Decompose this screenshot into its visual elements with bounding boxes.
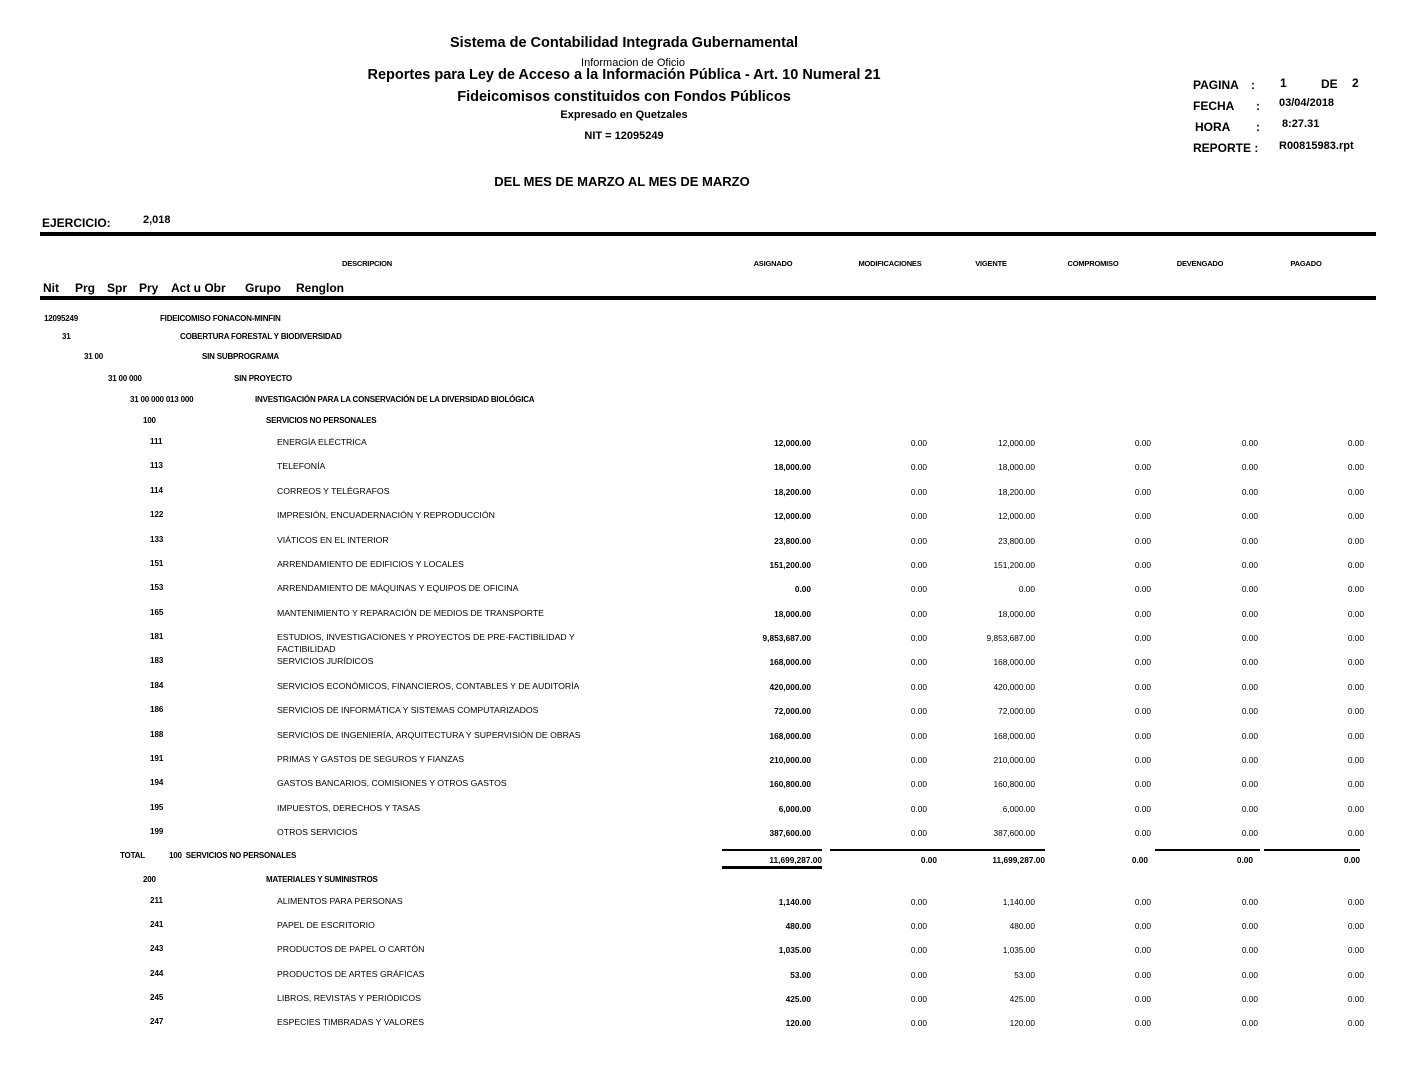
group-desc: MATERIALES Y SUMINISTROS <box>266 875 378 884</box>
ejercicio-value: 2,018 <box>143 214 171 226</box>
total-asignado-value: 11,699,287.00 <box>769 855 822 865</box>
ejercicio-label: EJERCICIO: <box>42 216 111 230</box>
modificaciones-value: 0.00 <box>910 754 927 765</box>
renglon-code: 245 <box>150 992 164 1002</box>
total-modificaciones-value: 0.00 <box>920 855 937 865</box>
renglon-code: 194 <box>150 778 164 788</box>
pagado-value: 0.00 <box>1347 657 1364 668</box>
col-modificaciones: MODIFICACIONES <box>858 259 922 268</box>
compromiso-value: 0.00 <box>1134 681 1151 692</box>
program-code: 31 <box>62 332 71 341</box>
vigente-value: 1,140.00 <box>1002 897 1035 907</box>
asignado-value: 168,000.00 <box>769 657 811 668</box>
vigente-value: 12,000.00 <box>998 511 1035 522</box>
pagado-value: 0.00 <box>1347 730 1364 741</box>
hora-label: HORA <box>1195 120 1231 134</box>
system-title: Sistema de Contabilidad Integrada Gubernamental <box>449 35 799 51</box>
vigente-value: 151,200.00 <box>993 559 1035 570</box>
renglon-desc: GASTOS BANCARIOS, COMISIONES Y OTROS GASTOS <box>277 778 507 789</box>
pagado-value: 0.00 <box>1347 803 1364 814</box>
pagina-value: 1 <box>1280 76 1287 90</box>
asignado-value: 387,600.00 <box>769 828 811 838</box>
renglon-desc: TELEFONÍA <box>277 461 326 472</box>
subprogram-code: 31 00 <box>84 352 104 361</box>
asignado-value: 168,000.00 <box>769 730 811 741</box>
renglon-desc: ESPECIES TIMBRADAS Y VALORES <box>277 1017 425 1027</box>
report-subtitle: Fideicomisos constituidos con Fondos Públicos <box>457 89 791 105</box>
vigente-value: 420,000.00 <box>993 681 1035 692</box>
pagado-value: 0.00 <box>1347 779 1364 790</box>
renglon-desc: ARRENDAMIENTO DE EDIFICIOS Y LOCALES <box>277 558 464 569</box>
vigente-value: 18,200.00 <box>998 486 1035 497</box>
renglon-code: 186 <box>150 705 164 715</box>
modificaciones-value: 0.00 <box>910 993 927 1004</box>
modificaciones-value: 0.00 <box>910 633 927 643</box>
devengado-value: 0.00 <box>1241 706 1258 717</box>
vigente-value: 210,000.00 <box>993 754 1035 765</box>
pagado-value: 0.00 <box>1347 828 1364 838</box>
project-code: 31 00 000 <box>108 374 142 383</box>
asignado-value: 120.00 <box>785 1018 811 1028</box>
vigente-value: 120.00 <box>1009 1018 1035 1028</box>
asignado-value: 210,000.00 <box>769 754 811 765</box>
renglon-code: 195 <box>150 802 164 812</box>
renglon-desc: IMPUESTOS, DERECHOS Y TASAS <box>277 802 421 813</box>
pagado-value: 0.00 <box>1347 559 1364 570</box>
period-label: DEL MES DE MARZO AL MES DE MARZO <box>494 174 750 189</box>
col-key-spr: Spr <box>107 281 128 295</box>
pagado-value: 0.00 <box>1347 462 1364 473</box>
modificaciones-value: 0.00 <box>910 969 927 980</box>
modificaciones-value: 0.00 <box>910 462 927 473</box>
pagado-value: 0.00 <box>1347 535 1364 546</box>
pagado-value: 0.00 <box>1347 608 1364 619</box>
hora-separator: : <box>1256 120 1260 134</box>
program-desc: COBERTURA FORESTAL Y BIODIVERSIDAD <box>180 332 342 341</box>
total-rule <box>830 849 1045 851</box>
col-key-grupo: Grupo <box>245 281 281 295</box>
modificaciones-value: 0.00 <box>910 681 927 692</box>
devengado-value: 0.00 <box>1241 584 1258 595</box>
renglon-desc: SERVICIOS DE INGENIERÍA, ARQUITECTURA Y SUPERVISIÓN DE OBRAS <box>277 729 581 740</box>
modificaciones-value: 0.00 <box>910 559 927 570</box>
vigente-value: 12,000.00 <box>998 438 1035 448</box>
devengado-value: 0.00 <box>1241 486 1258 497</box>
header-rule-top <box>40 232 1376 236</box>
renglon-code: 241 <box>150 920 164 930</box>
activity-desc: INVESTIGACIÓN PARA LA CONSERVACIÓN DE LA DIVERSIDAD BIOLÓGICA <box>255 395 535 404</box>
asignado-value: 9,853,687.00 <box>762 633 811 643</box>
renglon-desc: VIÁTICOS EN EL INTERIOR <box>277 534 389 545</box>
asignado-value: 425.00 <box>785 993 811 1004</box>
devengado-value: 0.00 <box>1241 462 1258 473</box>
pagado-value: 0.00 <box>1347 438 1364 448</box>
asignado-value: 420,000.00 <box>769 681 811 692</box>
compromiso-value: 0.00 <box>1134 559 1151 570</box>
pagado-value: 0.00 <box>1347 921 1364 932</box>
renglon-desc: ESTUDIOS, INVESTIGACIONES Y PROYECTOS DE PRE-FACTIBILIDAD Y FACTIBILIDAD <box>277 632 575 654</box>
group-code: 100 <box>143 416 156 425</box>
modificaciones-value: 0.00 <box>910 657 927 668</box>
vigente-value: 425.00 <box>1009 993 1035 1004</box>
modificaciones-value: 0.00 <box>910 945 927 956</box>
renglon-code: 244 <box>150 968 164 978</box>
compromiso-value: 0.00 <box>1134 657 1151 668</box>
subprogram-desc: SIN SUBPROGRAMA <box>202 352 280 361</box>
compromiso-value: 0.00 <box>1134 511 1151 522</box>
renglon-code: 151 <box>150 558 164 568</box>
vigente-value: 168,000.00 <box>993 657 1035 668</box>
project-desc: SIN PROYECTO <box>234 374 292 383</box>
renglon-desc: SERVICIOS DE INFORMÁTICA Y SISTEMAS COMPUTARIZADOS <box>277 705 539 716</box>
entity-code: 12095249 <box>44 314 78 323</box>
vigente-value: 1,035.00 <box>1002 945 1035 956</box>
devengado-value: 0.00 <box>1241 681 1258 692</box>
report-subtitle-small: Informacion de Oficio <box>581 57 685 69</box>
pagado-value: 0.00 <box>1347 945 1364 956</box>
compromiso-value: 0.00 <box>1134 462 1151 473</box>
compromiso-value: 0.00 <box>1134 897 1151 907</box>
asignado-value: 12,000.00 <box>774 511 811 522</box>
renglon-code: 122 <box>150 510 164 520</box>
asignado-value: 480.00 <box>785 921 811 932</box>
compromiso-value: 0.00 <box>1134 754 1151 765</box>
devengado-value: 0.00 <box>1241 828 1258 838</box>
devengado-value: 0.00 <box>1241 633 1258 643</box>
compromiso-value: 0.00 <box>1134 1018 1151 1028</box>
renglon-desc: SERVICIOS ECONÓMICOS, FINANCIEROS, CONTABLES Y DE AUDITORÍA <box>277 680 580 691</box>
currency-note: Expresado en Quetzales <box>560 109 688 121</box>
compromiso-value: 0.00 <box>1134 584 1151 595</box>
compromiso-value: 0.00 <box>1134 608 1151 619</box>
pagado-value: 0.00 <box>1347 511 1364 522</box>
renglon-code: 133 <box>150 534 164 544</box>
renglon-code: 113 <box>150 461 163 471</box>
modificaciones-value: 0.00 <box>910 730 927 741</box>
renglon-desc: PRODUCTOS DE ARTES GRÁFICAS <box>277 968 425 979</box>
vigente-value: 387,600.00 <box>993 828 1035 838</box>
pagado-value: 0.00 <box>1347 633 1364 643</box>
devengado-value: 0.00 <box>1241 921 1258 932</box>
devengado-value: 0.00 <box>1241 754 1258 765</box>
asignado-value: 18,200.00 <box>774 486 811 497</box>
pagado-value: 0.00 <box>1347 681 1364 692</box>
compromiso-value: 0.00 <box>1134 803 1151 814</box>
fecha-label: FECHA <box>1193 99 1235 113</box>
modificaciones-value: 0.00 <box>910 535 927 546</box>
activity-code: 31 00 000 013 000 <box>130 395 194 404</box>
vigente-value: 9,853,687.00 <box>986 633 1035 643</box>
renglon-code: 188 <box>150 729 164 739</box>
renglon-desc: ENERGÍA ELÉCTRICA <box>277 437 367 447</box>
compromiso-value: 0.00 <box>1134 633 1151 643</box>
col-key-prg: Prg <box>75 281 96 295</box>
renglon-code: 211 <box>150 896 163 905</box>
modificaciones-value: 0.00 <box>910 706 927 717</box>
renglon-code: 243 <box>150 944 164 954</box>
vigente-value: 18,000.00 <box>998 608 1035 619</box>
col-asignado: ASIGNADO <box>753 259 793 268</box>
renglon-code: 191 <box>150 753 164 763</box>
compromiso-value: 0.00 <box>1134 993 1151 1004</box>
asignado-value: 53.00 <box>790 969 811 980</box>
compromiso-value: 0.00 <box>1134 779 1151 790</box>
modificaciones-value: 0.00 <box>910 828 927 838</box>
col-devengado: DEVENGADO <box>1176 259 1224 268</box>
renglon-desc: PAPEL DE ESCRITORIO <box>277 920 375 931</box>
reporte-value: R00815983.rpt <box>1279 140 1354 152</box>
total-rule <box>722 849 822 851</box>
pagado-value: 0.00 <box>1347 969 1364 980</box>
asignado-value: 151,200.00 <box>769 559 811 570</box>
pagado-value: 0.00 <box>1347 706 1364 717</box>
renglon-desc: ARRENDAMIENTO DE MÁQUINAS Y EQUIPOS DE OFICINA <box>277 583 519 594</box>
vigente-value: 160,800.00 <box>993 779 1035 790</box>
vigente-value: 480.00 <box>1009 921 1035 932</box>
devengado-value: 0.00 <box>1241 779 1258 790</box>
renglon-desc: PRIMAS Y GASTOS DE SEGUROS Y FIANZAS <box>277 753 464 764</box>
asignado-value: 0.00 <box>794 584 811 595</box>
modificaciones-value: 0.00 <box>910 584 927 595</box>
total-devengado-value: 0.00 <box>1236 855 1253 865</box>
compromiso-value: 0.00 <box>1134 828 1151 838</box>
hora-value: 8:27.31 <box>1282 118 1320 130</box>
col-key-nit: Nit <box>43 281 59 295</box>
vigente-value: 23,800.00 <box>998 535 1035 546</box>
total-compromiso-value: 0.00 <box>1131 855 1148 865</box>
pagado-value: 0.00 <box>1347 993 1364 1004</box>
group-desc: SERVICIOS NO PERSONALES <box>266 416 377 425</box>
reporte-label: REPORTE : <box>1193 141 1259 155</box>
asignado-value: 6,000.00 <box>778 803 811 814</box>
devengado-value: 0.00 <box>1241 438 1258 448</box>
devengado-value: 0.00 <box>1241 559 1258 570</box>
report-title: Reportes para Ley de Acceso a la Información Pública - Art. 10 Numeral 21 <box>367 67 881 83</box>
total-rule <box>1155 849 1260 851</box>
total-pages-value: 2 <box>1352 76 1359 90</box>
devengado-value: 0.00 <box>1241 969 1258 980</box>
col-compromiso: COMPROMISO <box>1067 259 1119 268</box>
devengado-value: 0.00 <box>1241 993 1258 1004</box>
modificaciones-value: 0.00 <box>910 897 927 907</box>
modificaciones-value: 0.00 <box>910 511 927 522</box>
devengado-value: 0.00 <box>1241 730 1258 741</box>
compromiso-value: 0.00 <box>1134 945 1151 956</box>
devengado-value: 0.00 <box>1241 803 1258 814</box>
asignado-value: 18,000.00 <box>774 462 811 473</box>
total-desc: 100 SERVICIOS NO PERSONALES <box>169 851 297 860</box>
devengado-value: 0.00 <box>1241 657 1258 668</box>
fecha-separator: : <box>1256 99 1260 113</box>
vigente-value: 18,000.00 <box>998 462 1035 473</box>
renglon-desc: LIBROS, REVISTAS Y PERIÓDICOS <box>277 992 421 1003</box>
col-pagado: PAGADO <box>1290 259 1322 268</box>
renglon-code: 165 <box>150 607 164 617</box>
fecha-value: 03/04/2018 <box>1279 97 1335 109</box>
compromiso-value: 0.00 <box>1134 535 1151 546</box>
total-label: TOTAL <box>120 851 145 860</box>
asignado-value: 160,800.00 <box>769 779 811 790</box>
nit-label: NIT = 12095249 <box>584 130 664 142</box>
renglon-desc: IMPRESIÓN, ENCUADERNACIÓN Y REPRODUCCIÓN <box>277 510 495 521</box>
asignado-value: 18,000.00 <box>774 608 811 619</box>
devengado-value: 0.00 <box>1241 897 1258 907</box>
total-double-rule <box>722 866 822 869</box>
modificaciones-value: 0.00 <box>910 921 927 932</box>
pagado-value: 0.00 <box>1347 754 1364 765</box>
devengado-value: 0.00 <box>1241 1018 1258 1028</box>
modificaciones-value: 0.00 <box>910 803 927 814</box>
pagado-value: 0.00 <box>1347 1018 1364 1028</box>
total-vigente-value: 11,699,287.00 <box>992 855 1045 865</box>
asignado-value: 1,140.00 <box>778 897 811 907</box>
col-key-act-obr: Act u Obr <box>171 281 226 295</box>
header-rule-bottom <box>40 296 1376 300</box>
devengado-value: 0.00 <box>1241 945 1258 956</box>
asignado-value: 1,035.00 <box>778 945 811 956</box>
modificaciones-value: 0.00 <box>910 438 927 448</box>
renglon-desc: SERVICIOS JURÍDICOS <box>277 656 374 667</box>
renglon-code: 184 <box>150 680 164 690</box>
entity-desc: FIDEICOMISO FONACON-MINFIN <box>160 314 281 323</box>
compromiso-value: 0.00 <box>1134 486 1151 497</box>
pagado-value: 0.00 <box>1347 584 1364 595</box>
pagina-separator: : <box>1251 78 1255 92</box>
pagado-value: 0.00 <box>1347 486 1364 497</box>
modificaciones-value: 0.00 <box>910 1018 927 1028</box>
renglon-code: 111 <box>150 437 163 446</box>
compromiso-value: 0.00 <box>1134 730 1151 741</box>
renglon-code: 183 <box>150 656 164 666</box>
compromiso-value: 0.00 <box>1134 921 1151 932</box>
vigente-value: 0.00 <box>1018 584 1035 595</box>
renglon-desc: PRODUCTOS DE PAPEL O CARTÓN <box>277 944 425 955</box>
col-vigente: VIGENTE <box>975 259 1007 268</box>
renglon-code: 181 <box>150 632 164 641</box>
col-key-renglon: Renglon <box>296 281 344 295</box>
devengado-value: 0.00 <box>1241 535 1258 546</box>
devengado-value: 0.00 <box>1241 608 1258 619</box>
renglon-code: 247 <box>150 1017 164 1026</box>
vigente-value: 53.00 <box>1014 969 1035 980</box>
modificaciones-value: 0.00 <box>910 486 927 497</box>
renglon-desc: OTROS SERVICIOS <box>277 827 358 837</box>
renglon-code: 114 <box>150 485 163 495</box>
asignado-value: 72,000.00 <box>774 706 811 717</box>
asignado-value: 12,000.00 <box>774 438 811 448</box>
vigente-value: 6,000.00 <box>1002 803 1035 814</box>
asignado-value: 23,800.00 <box>774 535 811 546</box>
total-pagado-value: 0.00 <box>1343 855 1360 865</box>
renglon-desc: ALIMENTOS PARA PERSONAS <box>277 896 403 906</box>
compromiso-value: 0.00 <box>1134 969 1151 980</box>
vigente-value: 168,000.00 <box>993 730 1035 741</box>
total-rule <box>1264 849 1360 851</box>
pagado-value: 0.00 <box>1347 897 1364 907</box>
renglon-code: 199 <box>150 827 164 836</box>
pagina-label: PAGINA <box>1193 78 1239 92</box>
col-key-pry: Pry <box>139 281 159 295</box>
col-descripcion: DESCRIPCION <box>342 259 392 268</box>
compromiso-value: 0.00 <box>1134 706 1151 717</box>
modificaciones-value: 0.00 <box>910 779 927 790</box>
modificaciones-value: 0.00 <box>910 608 927 619</box>
group-code: 200 <box>143 875 156 884</box>
renglon-code: 153 <box>150 583 164 593</box>
renglon-desc: MANTENIMIENTO Y REPARACIÓN DE MEDIOS DE TRANSPORTE <box>277 607 544 618</box>
renglon-desc: CORREOS Y TELÉGRAFOS <box>277 485 390 496</box>
devengado-value: 0.00 <box>1241 511 1258 522</box>
vigente-value: 72,000.00 <box>998 706 1035 717</box>
compromiso-value: 0.00 <box>1134 438 1151 448</box>
de-label: DE <box>1321 77 1338 91</box>
